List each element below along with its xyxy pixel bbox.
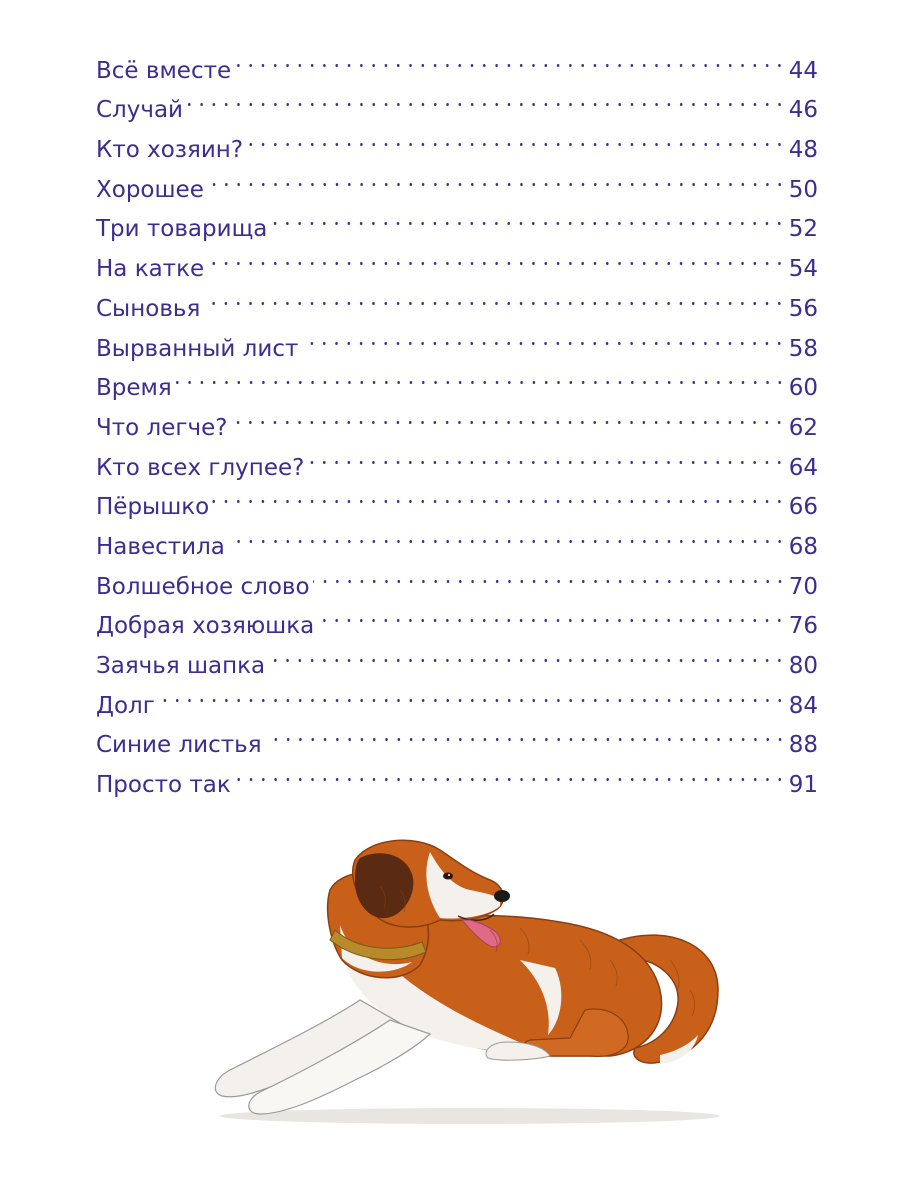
- toc-entry-page: 68: [788, 533, 818, 560]
- toc-entry-page: 54: [788, 256, 818, 283]
- toc-entry-page: 58: [788, 335, 818, 362]
- toc-entry-page: 70: [788, 573, 818, 600]
- dot-leader: [230, 395, 785, 435]
- toc-entry[interactable]: [96, 197, 818, 243]
- dot-leader: [246, 117, 786, 157]
- toc-entry[interactable]: [96, 276, 818, 322]
- toc-entry-page: 52: [788, 216, 818, 243]
- dot-leader: [207, 157, 786, 197]
- toc-entry-page: 64: [788, 454, 818, 481]
- dot-leader: [265, 713, 786, 753]
- toc-entry-title: Заячья шапка: [96, 653, 266, 679]
- toc-entry-page: 60: [788, 375, 818, 402]
- toc-entry-page: 56: [788, 295, 818, 322]
- toc-entry-title: Просто так: [96, 772, 231, 799]
- toc-entry-title: Кто всех глупее?: [96, 454, 305, 481]
- dot-leader: [212, 475, 786, 515]
- dog-shadow: [220, 1108, 720, 1124]
- dot-leader: [158, 673, 786, 713]
- dot-leader: [270, 197, 785, 237]
- toc-entry-title: Долг: [96, 692, 155, 719]
- dot-leader: [317, 594, 786, 634]
- toc-entry[interactable]: [96, 673, 818, 719]
- toc-entry-title: Что легче?: [96, 414, 228, 441]
- toc-entry-page: 44: [788, 57, 818, 84]
- toc-entry-page: 66: [788, 494, 818, 521]
- toc-entry[interactable]: [96, 356, 818, 402]
- dot-leader: [234, 38, 786, 78]
- toc-entry-page: 62: [788, 414, 818, 441]
- dot-leader: [268, 633, 786, 673]
- dot-leader: [186, 78, 786, 118]
- toc-entry-title: Волшебное слово: [96, 573, 310, 600]
- dot-leader: [307, 435, 785, 475]
- toc-entry[interactable]: [96, 78, 818, 124]
- toc-entry-title: Сыновья: [96, 295, 201, 322]
- toc-entry-title: Вырванный лист: [96, 335, 299, 362]
- dot-leader: [207, 236, 786, 276]
- toc-entry[interactable]: [96, 38, 818, 84]
- toc-entry-title: Хорошее: [96, 176, 204, 203]
- toc-entry-page: 88: [788, 732, 818, 759]
- toc-entry-page: 84: [788, 692, 818, 719]
- toc-entry-page: 91: [788, 772, 818, 799]
- toc-entry-page: 50: [788, 176, 818, 203]
- dot-leader: [301, 316, 785, 356]
- toc-entry-page: 76: [788, 613, 818, 640]
- toc-entry[interactable]: [96, 316, 818, 362]
- toc-entry-title: Время: [96, 375, 172, 402]
- toc-entry-title: Случай: [96, 97, 184, 124]
- toc-entry[interactable]: [96, 395, 818, 441]
- dot-leader: [203, 276, 785, 316]
- toc-entry-title: Пёрышко: [96, 494, 210, 521]
- toc-entry-title: Кто хозяин?: [96, 137, 244, 164]
- toc-entry-page: 80: [788, 653, 818, 679]
- toc-entry[interactable]: [96, 713, 818, 759]
- toc-entry-title: Добрая хозяюшка: [96, 613, 315, 640]
- dog-illustration: [190, 830, 730, 1130]
- dog-nose: [494, 890, 510, 902]
- eye-highlight: [448, 874, 450, 876]
- dot-leader: [234, 752, 786, 792]
- toc-entry-title: Всё вместе: [96, 57, 232, 84]
- dot-leader: [313, 554, 786, 594]
- toc-entry[interactable]: [96, 117, 818, 164]
- toc-entry-page: 46: [788, 97, 818, 124]
- toc-entry-title: Три товарища: [96, 216, 268, 243]
- table-of-contents: [96, 38, 818, 799]
- toc-entry-page: 48: [788, 137, 818, 164]
- toc-entry-title: На катке: [96, 256, 205, 283]
- toc-entry-title: Навестила: [96, 533, 225, 560]
- dog-eye: [443, 873, 453, 880]
- toc-entry-title: Синие листья: [96, 732, 262, 759]
- dot-leader: [228, 514, 786, 554]
- dot-leader: [175, 356, 786, 396]
